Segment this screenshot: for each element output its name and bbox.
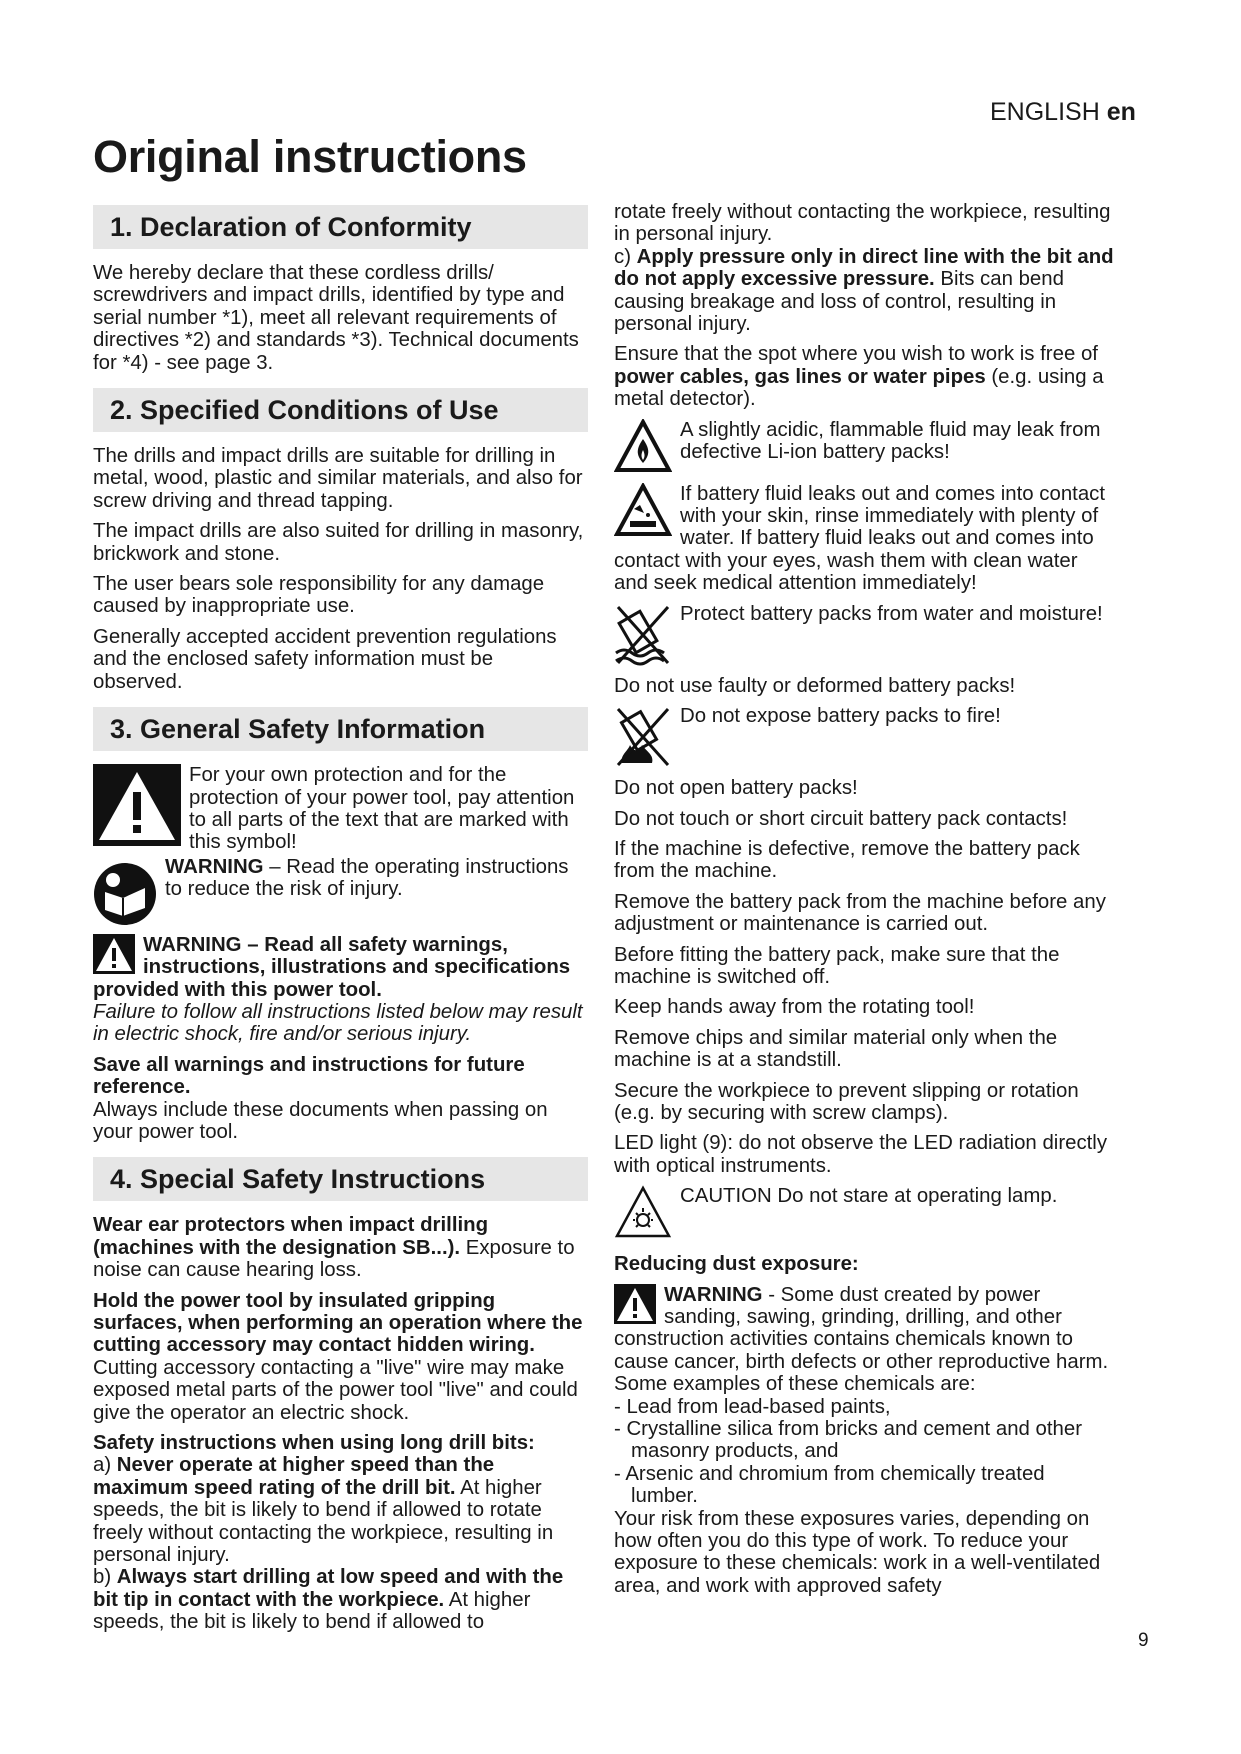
dust-warning-text: WARNING - Some dust created by power sanding, sawing, grinding, drilling, and other construction activities contains chemicals known to cause cancer, birth defects or other reproductive harm. Some examples of these chemicals are: [614, 1283, 1109, 1396]
lamp-caution-icon [614, 1185, 672, 1239]
ensure-spot-text: Ensure that the spot where you wish to work is free of power cables, gas lines or water pipes (e.g. using a metal detector). [614, 343, 1104, 411]
warning-block [93, 934, 588, 1046]
warning-triangle-icon [614, 1284, 656, 1324]
page-title: Original instructions [93, 131, 527, 182]
symbol-note [93, 764, 588, 854]
long-bits-b: b) Always start drilling at low speed and with the bit tip in contact with the workpiece. At higher speeds, the bit is likely to bend if allowed to [93, 1566, 564, 1634]
flammable-warning-icon [614, 419, 672, 473]
fire-note-text: Do not expose battery packs to fire! [680, 705, 1001, 728]
water-note [614, 603, 1114, 667]
warning-triangle-icon [93, 764, 181, 846]
caution-lamp-note [614, 1185, 1114, 1239]
insulated-grip-text: Hold the power tool by insulated gripping surfaces, when performing an operation where the cutting accessory may contact hidden wiring. Cutting accessory contacting a "live" wire may make exposed metal parts of the power tool "live" and could give the operator an electric shock. [93, 1289, 583, 1424]
section-heading-conditions: 2. Specified Conditions of Use [93, 388, 588, 432]
manual-note-text: WARNING – Read the operating instructions to reduce the risk of injury. [165, 855, 569, 901]
ear-protectors-text: Wear ear protectors when impact drilling (machines with the designation SB...). Exposure to noise can cause hearing loss. [93, 1214, 575, 1282]
declaration-text: We hereby declare that these cordless drills/ screwdrivers and impact drills, identified by type and serial number *1), meet all relevant requirements of directives *2) and standards *3). Technical documents for *4) - see page 3. [93, 262, 579, 374]
continued-text: rotate freely without contacting the workpiece, resulting in personal injury. [614, 201, 1111, 246]
warning-bold-text: WARNING – Read all safety warnings, instructions, illustrations and specifications provided with this power tool. [93, 933, 571, 1001]
remove-pack-text: Remove the battery pack from the machine before any adjustment or maintenance is carried out. [614, 890, 1106, 936]
section-heading-general-safety: 3. General Safety Information [93, 707, 588, 751]
include-documents-text: Always include these documents when passing on your power tool. [93, 1098, 548, 1143]
hands-away-text: Keep hands away from the rotating tool! [614, 996, 975, 1019]
chemicals-list-item: - Crystalline silica from bricks and cement and other masonry products, and [614, 1418, 1083, 1463]
flammable-note-text: A slightly acidic, flammable fluid may leak from defective Li-ion battery packs! [680, 418, 1101, 464]
secure-workpiece-text: Secure the workpiece to prevent slipping or rotation (e.g. by securing with screw clamps). [614, 1079, 1079, 1124]
battery-fluid-note [614, 483, 1114, 595]
dust-exposure-heading: Reducing dust exposure: [614, 1253, 859, 1276]
warning-italic-text: Failure to follow all instructions listed below may result in electric shock, fire and/or serious injury. [93, 1000, 583, 1046]
long-bits-a: a) Never operate at higher speed than the maximum speed rating of the drill bit. At higher speeds, the bit is likely to bend if allowed to rotate freely without contacting the workpiece, resulting in personal injury. [93, 1454, 554, 1567]
fitting-pack-text: Before fitting the battery pack, make sure that the machine is switched off. [614, 943, 1060, 988]
conditions-text-4: Generally accepted accident prevention regulations and the enclosed safety information must be observed. [93, 625, 557, 693]
page-number: 9 [1138, 1630, 1149, 1651]
symbol-note-text: For your own protection and for the protection of your power tool, pay attention to all parts of the text that are marked with this symbol! [189, 764, 575, 854]
section-heading-special-safety: 4. Special Safety Instructions [93, 1157, 588, 1201]
defective-machine-text: If the machine is defective, remove the battery pack from the machine. [614, 837, 1080, 883]
dust-warning [614, 1284, 1114, 1396]
exposure-risk-text: Your risk from these exposures varies, depending on how often you do this type of work. To reduce your exposure to these chemicals: work in a well-ventilated area, and work with approved safety [614, 1507, 1101, 1597]
no-fire-icon [614, 705, 672, 769]
section-heading-declaration: 1. Declaration of Conformity [93, 205, 588, 249]
chemicals-list-item: - Arsenic and chromium from chemically treated lumber. [614, 1462, 1045, 1508]
manual-note [93, 856, 588, 926]
pressure-text: c) Apply pressure only in direct line with the bit and do not apply excessive pressure. Bits can bend causing breakage and loss of control, resulting in personal injury. [614, 245, 1114, 336]
battery-fluid-text: If battery fluid leaks out and comes into contact with your skin, rinse immediately with plenty of water. If battery fluid leaks out and comes into contact with your eyes, wash them with clean water and seek medical attention immediately! [614, 482, 1106, 595]
conditions-text-1: The drills and impact drills are suitable for drilling in metal, wood, plastic and similar materials, and also for screw driving and thread tapping. [93, 445, 583, 512]
left-column [93, 205, 588, 1634]
faulty-packs-text: Do not use faulty or deformed battery packs! [614, 674, 1016, 697]
caution-lamp-text: CAUTION Do not stare at operating lamp. [680, 1185, 1058, 1208]
conditions-text-2: The impact drills are also suited for drilling in masonry, brickwork and stone. [93, 520, 584, 565]
fire-note [614, 705, 1114, 769]
conditions-text-3: The user bears sole responsibility for any damage caused by inappropriate use. [93, 573, 545, 618]
led-light-text: LED light (9): do not observe the LED radiation directly with optical instruments. [614, 1132, 1108, 1177]
long-bits-heading: Safety instructions when using long drill bits: [93, 1432, 535, 1455]
water-note-text: Protect battery packs from water and moisture! [680, 602, 1103, 625]
save-warnings-text: Save all warnings and instructions for future reference. [93, 1053, 525, 1099]
touch-contacts-text: Do not touch or short circuit battery pack contacts! [614, 807, 1068, 830]
right-column [614, 201, 1114, 1597]
language-label: ENGLISH en [990, 98, 1136, 126]
flammable-note [614, 419, 1114, 473]
no-water-icon [614, 603, 672, 667]
corrosive-warning-icon [614, 483, 672, 537]
remove-chips-text: Remove chips and similar material only when the machine is at a standstill. [614, 1026, 1058, 1072]
open-packs-text: Do not open battery packs! [614, 777, 858, 800]
read-manual-icon [93, 862, 157, 926]
chemicals-list-item: - Lead from lead-based paints, [614, 1395, 891, 1418]
warning-triangle-icon [93, 934, 135, 974]
